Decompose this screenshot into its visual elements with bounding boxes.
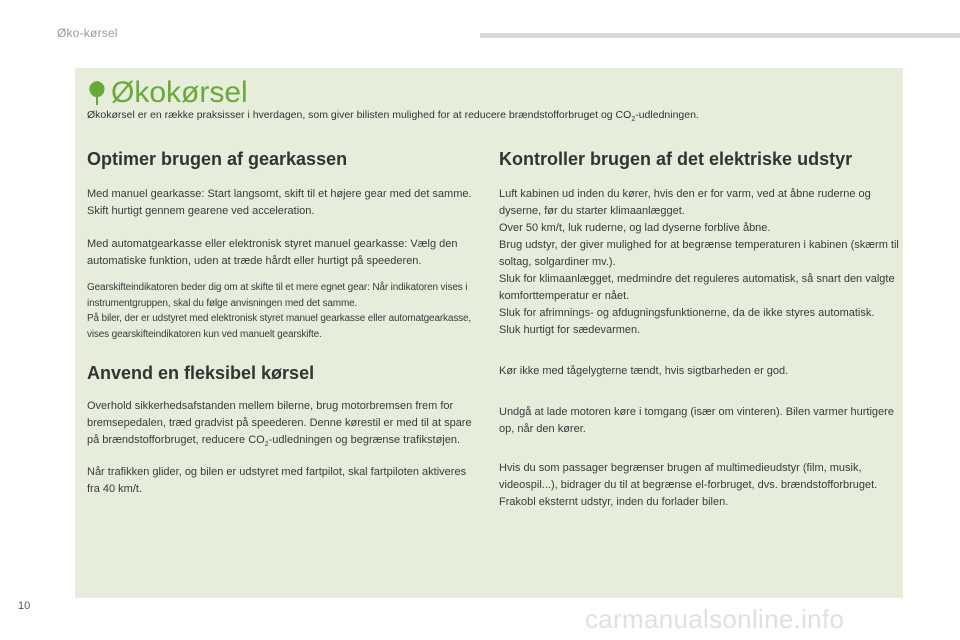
header-title: Øko-kørsel bbox=[57, 26, 118, 40]
advice-line: Frakobl eksternt udstyr, inden du forlader bilen. bbox=[499, 496, 729, 508]
left-column bbox=[87, 148, 477, 498]
header-rule bbox=[480, 33, 960, 38]
page-number: 10 bbox=[18, 600, 31, 612]
heading-electrical-equipment: Kontroller brugen af det elektriske udstyr bbox=[499, 149, 853, 169]
advice-line: Over 50 km/t, luk ruderne, og lad dyserne forblive åbne. bbox=[499, 222, 771, 234]
watermark: carmanualsonline.info bbox=[585, 604, 845, 634]
page-title: Økokørsel bbox=[111, 76, 248, 109]
ventilation-advice bbox=[499, 186, 899, 339]
multimedia-advice bbox=[499, 460, 899, 511]
heading-flexible-driving: Anvend en fleksibel kørsel bbox=[87, 363, 315, 383]
right-column bbox=[499, 148, 899, 511]
eco-driving-panel bbox=[75, 68, 903, 598]
idling-paragraph: Undgå at lade motoren køre i tomgang (især om vinteren). Bilen varmer hurtigere op, når den kører. bbox=[499, 406, 894, 435]
cruise-control-paragraph: Når trafikken glider, og bilen er udstyret med fartpilot, skal fartpiloten aktiveres fra 40 km/t. bbox=[87, 466, 467, 495]
section-title-row bbox=[87, 78, 248, 108]
gear-indicator-paragraph: Gearskifteindikatoren beder dig om at skifte til et mere egnet gear: Når indikatoren vises i instrumentgruppen, skal du følge anvisningen med det samme. bbox=[87, 282, 468, 309]
intro-text: Økokørsel er en række praksisser i hverdagen, som giver bilisten mulighed for at reducere brændstofforbruget og $CO_2$-udledningen. bbox=[87, 109, 699, 124]
heading-gearbox: Optimer brugen af gearkassen bbox=[87, 149, 348, 169]
flexible-driving-paragraph: Overhold sikkerhedsafstanden mellem bilerne, brug motorbremsen frem for bremsepedalen, træd gradvist på speederen. Denne kørestil er med til at spare på brændstofforbruget, reducere $CO_2$-udledningen og begrænse trafikstøjen. bbox=[87, 400, 472, 449]
advice-line: Sluk for klimaanlægget, medmindre det reguleres automatisk, så snart den valgte komforttemperatur er nået. bbox=[499, 273, 895, 302]
fog-lights-paragraph: Kør ikke med tågelygterne tændt, hvis sigtbarheden er god. bbox=[499, 365, 789, 377]
advice-line: Brug udstyr, der giver mulighed for at begrænse temperaturen i kabinen (skærm til soltag, solgardiner mv.). bbox=[499, 239, 899, 268]
gear-indicator-note: På biler, der er udstyret med elektronisk styret manuel gearkasse eller automatgearkasse, vises gearskifteindikatoren kun ved manuelt gearskifte. bbox=[87, 313, 472, 340]
advice-line: Sluk hurtigt for sædevarmen. bbox=[499, 324, 641, 336]
advice-line: Luft kabinen ud inden du kører, hvis den er for varm, ved at åbne ruderne og dyserne, før du starter klimaanlægget. bbox=[499, 188, 871, 217]
manual-gearbox-paragraph: Med manuel gearkasse: Start langsomt, skift til et højere gear med det samme. Skift hurtigt gennem gearene ved acceleration. bbox=[87, 188, 472, 217]
advice-line: Sluk for afrimnings- og afdugningsfunktionerne, da de ikke styres automatisk. bbox=[499, 307, 875, 319]
leaf-icon bbox=[87, 80, 107, 106]
automatic-gearbox-paragraph: Med automatgearkasse eller elektronisk styret manuel gearkasse: Vælg den automatiske funktion, uden at træde hårdt eller hurtigt på speederen. bbox=[87, 238, 458, 267]
advice-line: Hvis du som passager begrænser brugen af multimedieudstyr (film, musik, videospil...), bidrager du til at begrænse el-forbruget, dvs. brændstofforbruget. bbox=[499, 462, 878, 491]
